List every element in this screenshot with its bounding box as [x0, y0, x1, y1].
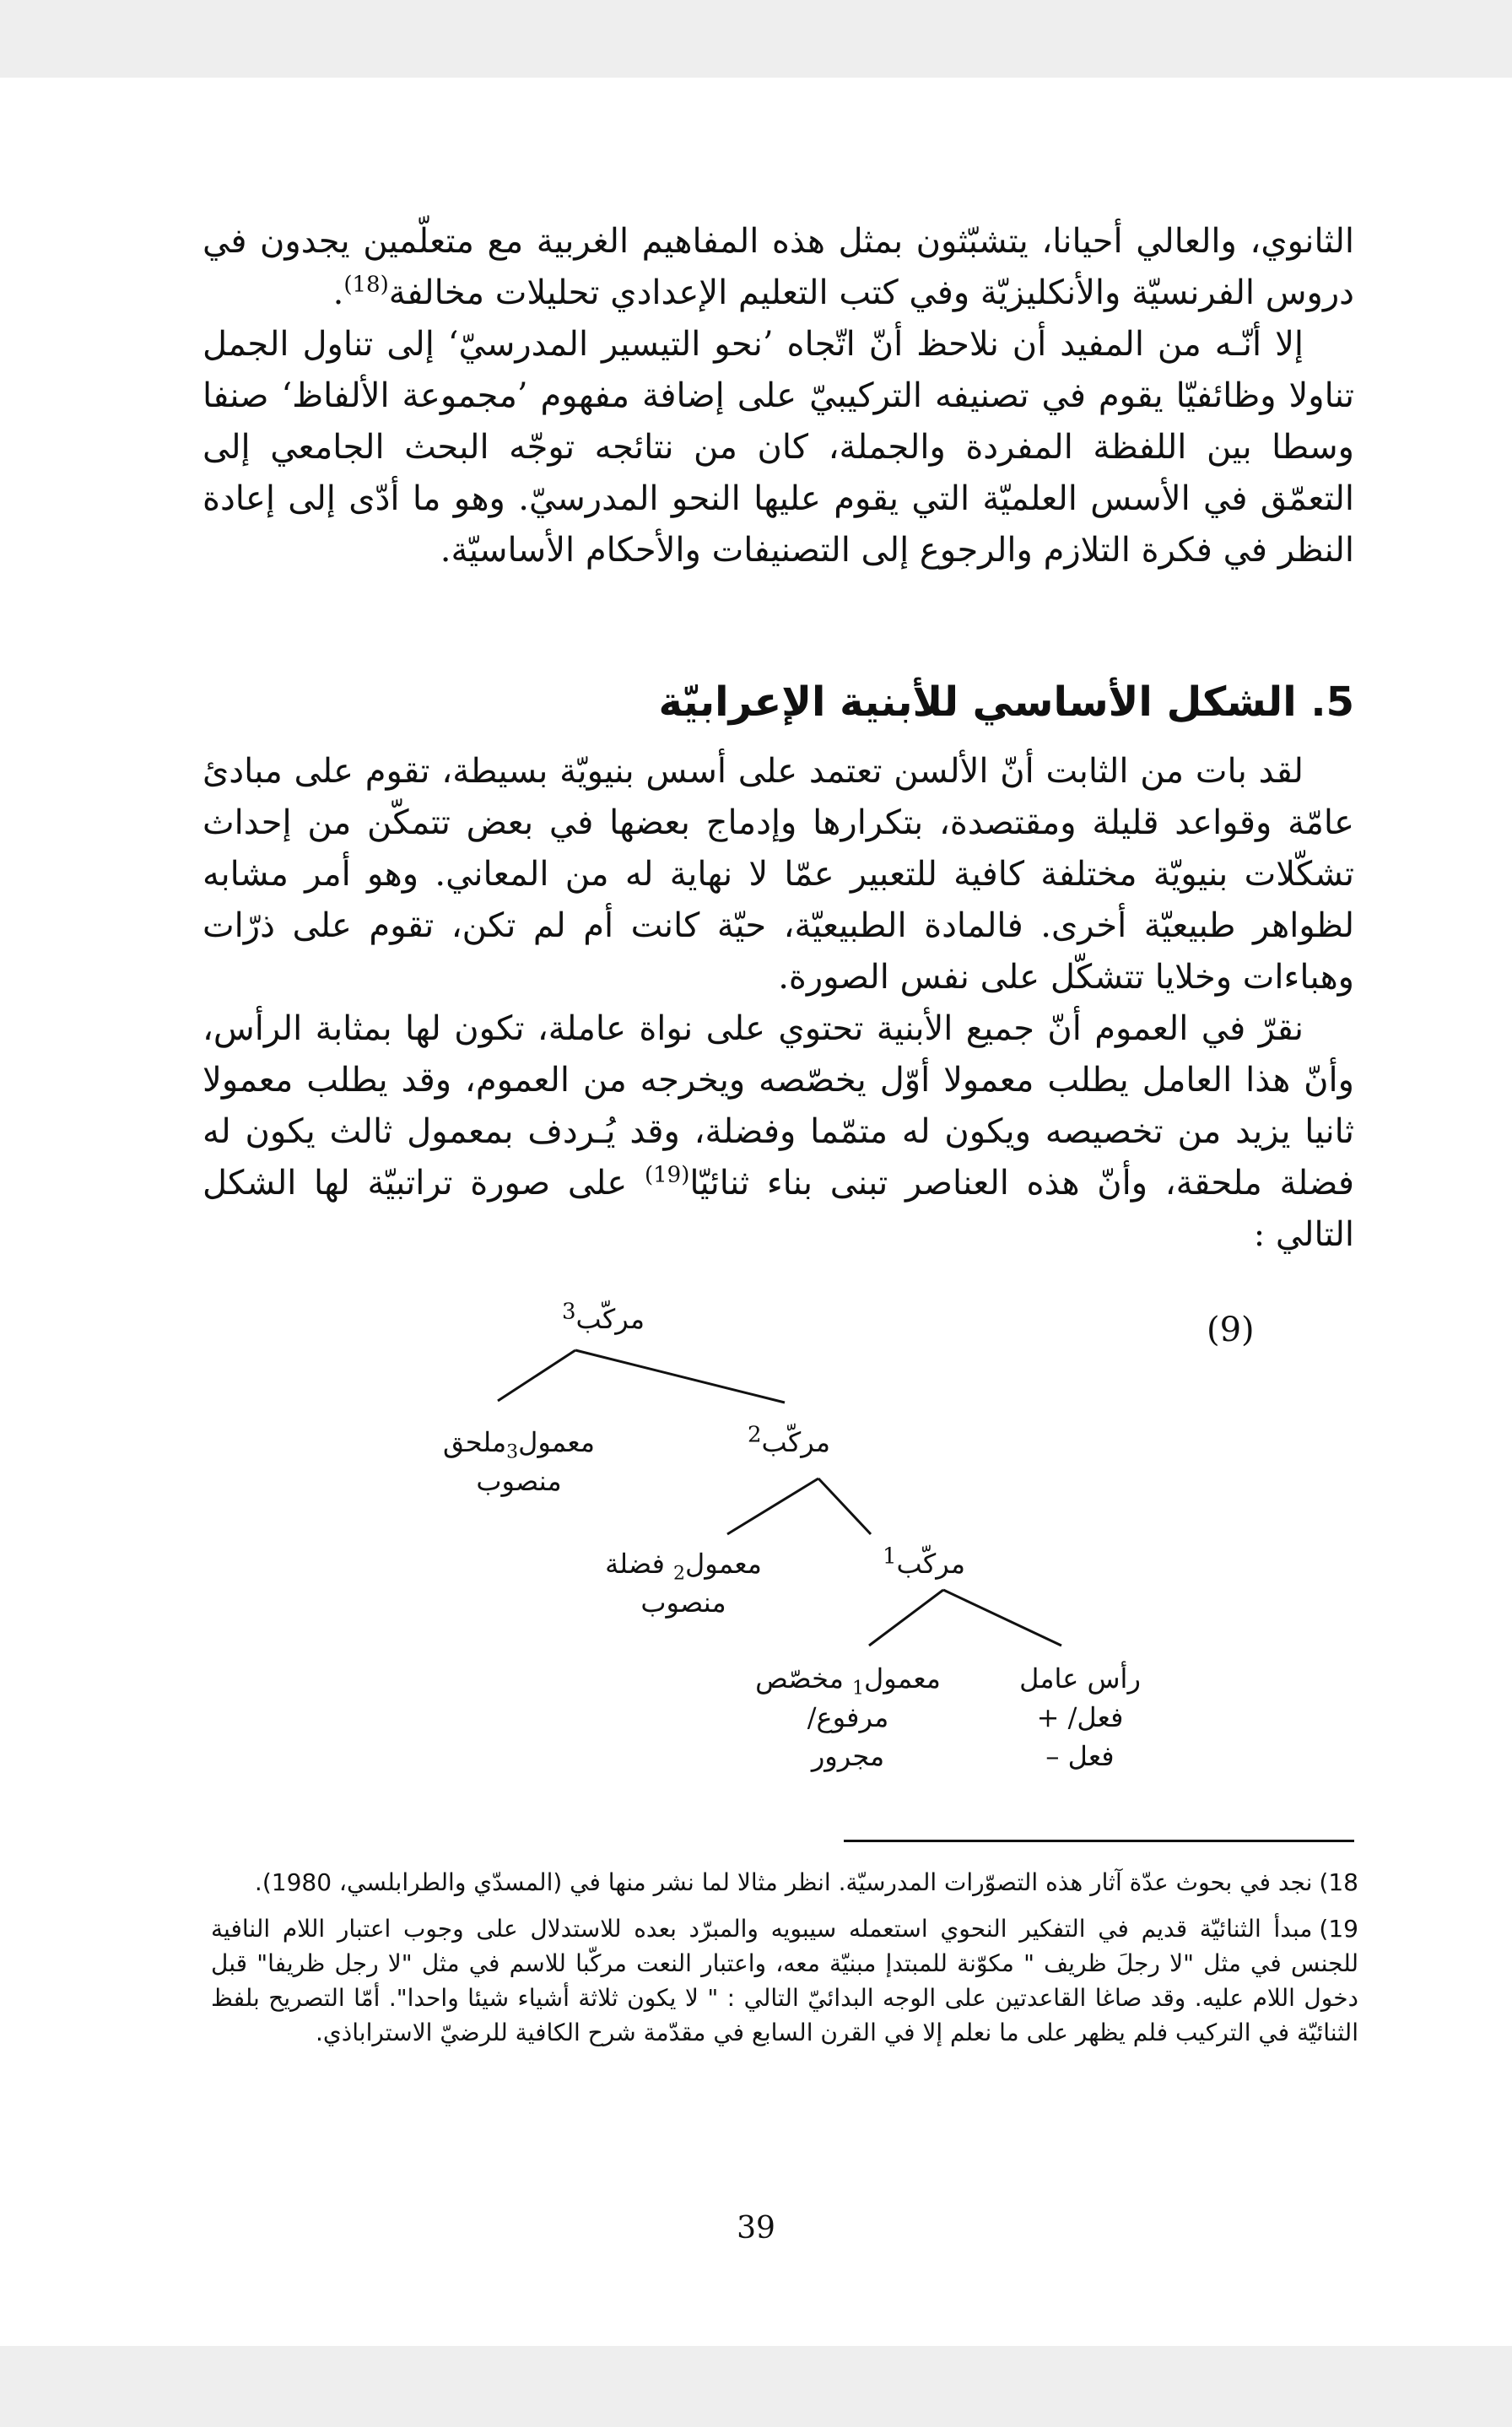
example-number: (9): [1207, 1311, 1255, 1349]
body-text-top: [202, 216, 1354, 576]
section-heading: 5. الشكل الأساسي للأبنية الإعرابيّة: [658, 678, 1354, 726]
footnote-ref-19[interactable]: (19): [644, 1162, 690, 1188]
paragraph-1: الثانوي، والعالي أحيانا، يتشبّثون بمثل هذه المفاهيم الغربية مع متعلّمين يجدون في دروس الفرنسيّة والأنكليزيّة وفي كتب التعليم الإعدادي تحليلات مخالفة$^{(18)}$.: [202, 222, 1354, 312]
footnotes: [211, 1865, 1358, 2062]
footnote-divider: [844, 1840, 1354, 1842]
footnote-19: 19)مبدأ الثنائيّة قديم في التفكير النحوي استعمله سيبويه والمبرّد بعده للاستدلال على وجوب اعتبار اللام النافية للجنس في مثل "لا رجلَ ظريف " مكوّنة للمبتدإ مبنيّة معه، واعتبار النعت مركّبا للاسم في مثل "لا رجل ظريفا" قبل دخول اللام عليه. وقد صاغا القاعدتين على الوجه البدائيّ التالي : " لا يكون ثلاثة أشياء شيئا واحدا". أمّا التصريح بلفظ الثنائيّة في التركيب فلم يظهر على ما نعلم إلا في القرن السابع في مقدّمة شرح الكافية للرضيّ الاستراباذي.: [211, 1915, 1358, 2046]
tree-node-adjunct1: معمول$_1$ مخصّص مرفوع/ مجرور: [755, 1662, 941, 1772]
tree-node-phrase1: مركّب$^1$: [883, 1543, 965, 1580]
tree-node-head: رأس عامل فعل/ + فعل –: [1019, 1662, 1141, 1772]
page-number: 39: [737, 2211, 775, 2246]
tree-node-phrase2: مركّب$^2$: [748, 1422, 830, 1458]
footnote-18: 18)نجد في بحوث عدّة آثار هذه التصوّرات المدرسيّة. انظر مثالا لما نشر منها في (المسدّي والطرابلسي، 1980).: [254, 1868, 1358, 1896]
paragraph-4: نقرّ في العموم أنّ جميع الأبنية تحتوي على نواة عاملة، تكون لها بمثابة الرأس، وأنّ هذا العامل يطلب معمولا أوّل يخصّصه ويخرجه من العموم، وقد يطلب معمولا ثانيا يزيد من تخصيصه ويكون له متمّما وفضلة، وقد يُـردف بمعمول ثالث يكون له فضلة ملحقة، وأنّ هذه العناصر تبنى بناء ثنائيّا$^{(19)}$ على صورة تراتبيّة لها الشكل التالي :: [202, 1009, 1354, 1254]
tree-node-adjunct2: معمول$_2$ فضلة منصوب: [605, 1548, 762, 1619]
paragraph-2: إلا أنّـه من المفيد أن نلاحظ أنّ اتّجاه ’نحو التيسير المدرسيّ‘ إلى تناول الجمل تناولا وظائفيّا يقوم في تصنيفه التركيبيّ على إضافة مفهوم ’مجموعة الألفاظ‘ صنفا وسطا بين اللفظة المفردة والجملة، كان من نتائجه توجّه البحث الجامعي إلى التعمّق في الأسس العلميّة التي يقوم عليها النحو المدرسيّ. وهو ما أدّى إلى إعادة النظر في فكرة التلازم والرجوع إلى التصنيفات والأحكام الأساسيّة.: [202, 325, 1354, 570]
tree-node-adjunct3: معمول$_3$ملحق منصوب: [443, 1426, 595, 1497]
footnote-ref-18[interactable]: (18): [343, 272, 389, 298]
paragraph-3: لقد بات من الثابت أنّ الألسن تعتمد على أسس بنيويّة بسيطة، تقوم على مبادئ عامّة وقواعد قليلة ومقتصدة، بتكرارها وإدماج بعضها في بعض تتمكّن من إحداث تشكّلات بنيويّة مختلفة كافية للتعبير عمّا لا نهاية له من المعاني. وهو أمر مشابه لظواهر طبيعيّة أخرى. فالمادة الطبيعيّة، حيّة كانت أم لم تكن، تقوم على ذرّات وهباءات وخلايا تتشكّل على نفس الصورة.: [202, 752, 1354, 997]
tree-node-root: مركّب$^3$: [562, 1299, 645, 1335]
body-text-section: [202, 746, 1354, 1261]
